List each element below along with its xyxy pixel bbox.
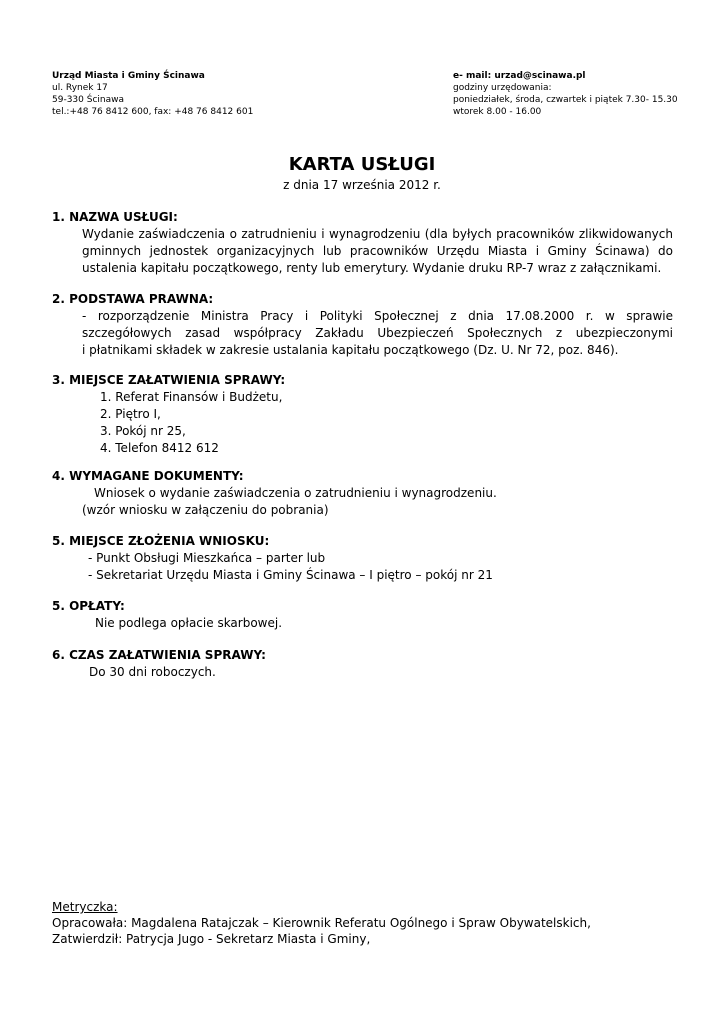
body-line: ustalenia kapitału początkowego, renty lub emerytury. Wydanie druku RP-7 wraz z załącznikami. (82, 261, 662, 275)
list-item: 2. Piętro I, (100, 407, 161, 421)
list-item: 3. Pokój nr 25, (100, 424, 186, 438)
office-name: Urząd Miasta i Gminy Ścinawa (52, 71, 205, 81)
section-heading-required-documents: 4. WYMAGANE DOKUMENTY: (52, 469, 244, 483)
body-line: - rozporządzenie Ministra Pracy i Polityki Społecznej z dnia 17.08.2000 r. w sprawie (82, 309, 673, 323)
header-contact-left (52, 70, 253, 118)
office-city: 59-330 Ścinawa (52, 95, 124, 105)
body-line: i płatnikami składek w zakresie ustalania kapitału początkowego (Dz. U. Nr 72, poz. 846). (82, 343, 619, 357)
section-heading-service-name: 1. NAZWA USŁUGI: (52, 210, 178, 224)
section-heading-fees: 5. OPŁATY: (52, 599, 125, 613)
document-date: z dnia 17 września 2012 r. (283, 178, 441, 192)
list-item: 1. Referat Finansów i Budżetu, (100, 390, 283, 404)
metryczka-label: Metryczka: (52, 900, 118, 914)
section-heading-place-of-handling: 3. MIEJSCE ZAŁATWIENIA SPRAWY: (52, 373, 286, 387)
section-body-legal-basis (82, 308, 673, 359)
office-hours-line2: wtorek 8.00 - 16.00 (453, 107, 542, 117)
section-heading-handling-time: 6. CZAS ZAŁATWIENIA SPRAWY: (52, 648, 266, 662)
office-hours-line1: poniedziałek, środa, czwartek i piątek 7.30- 15.30 (453, 95, 678, 105)
office-phone-fax: tel.:+48 76 8412 600, fax: +48 76 8412 601 (52, 107, 254, 117)
body-line: gminnych jednostek organizacyjnych lub pracowników Urzędu Miasta i Gminy Ścinawa) do (82, 244, 673, 258)
required-document-note: (wzór wniosku w załączeniu do pobrania) (82, 503, 329, 517)
section-body-service-name (82, 226, 673, 277)
metryczka-prepared-by: Opracowała: Magdalena Ratajczak – Kierownik Referatu Ogólnego i Spraw Obywatelskich, (52, 916, 591, 930)
body-line: szczegółowych zasad współpracy Zakładu Ubezpieczeń Społecznych z ubezpieczonymi (82, 326, 673, 340)
required-document-text: Wniosek o wydanie zaświadczenia o zatrudnieniu i wynagrodzeniu. (94, 486, 497, 500)
metryczka-approved-by: Zatwierdził: Patrycja Jugo - Sekretarz Miasta i Gminy, (52, 932, 371, 946)
section-heading-application-place: 5. MIEJSCE ZŁOŻENIA WNIOSKU: (52, 534, 270, 548)
body-line: Wydanie zaświadczenia o zatrudnieniu i wynagrodzeniu (dla byłych pracowników zlikwidowanych (82, 227, 673, 241)
place-list (100, 389, 282, 457)
application-place-line1: - Punkt Obsługi Mieszkańca – parter lub (88, 551, 326, 565)
fees-text: Nie podlega opłacie skarbowej. (95, 616, 283, 630)
list-item: 4. Telefon 8412 612 (100, 441, 219, 455)
office-street: ul. Rynek 17 (52, 83, 108, 93)
section-heading-legal-basis: 2. PODSTAWA PRAWNA: (52, 292, 214, 306)
office-email: e- mail: urzad@scinawa.pl (453, 71, 586, 81)
header-contact-right (453, 70, 678, 118)
handling-time-text: Do 30 dni roboczych. (89, 665, 216, 679)
application-place-line2: - Sekretariat Urzędu Miasta i Gminy Ścinawa – I piętro – pokój nr 21 (88, 568, 493, 582)
document-title: KARTA USŁUGI (288, 154, 436, 175)
office-hours-label: godziny urzędowania: (453, 83, 552, 93)
